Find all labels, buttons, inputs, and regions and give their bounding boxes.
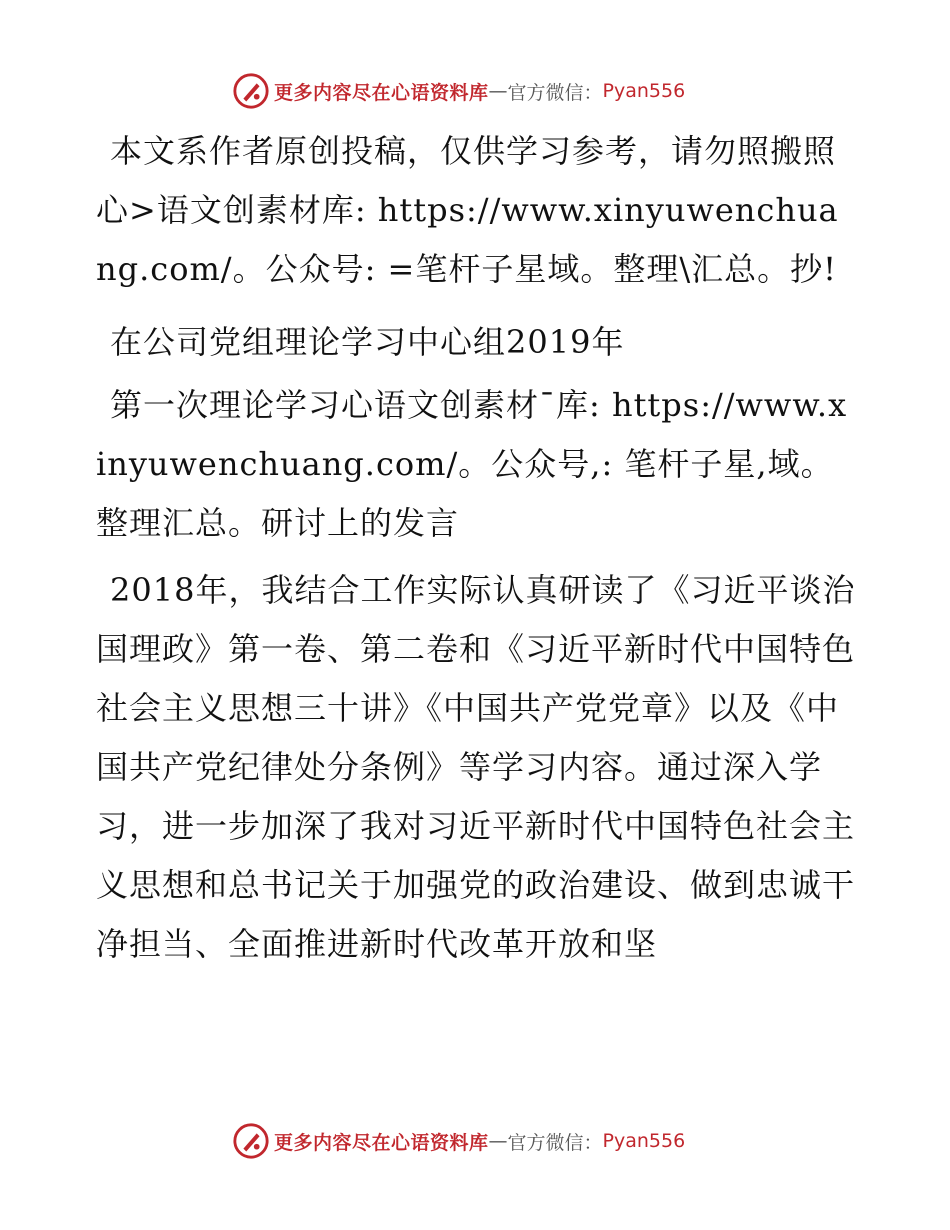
watermark-dash: — — [488, 1130, 508, 1152]
paragraph-title: 在公司党组理论学习中心组2019年 — [110, 323, 625, 361]
watermark-wechat-handle: Pyan556 — [602, 80, 686, 102]
watermark-wechat-handle: Pyan556 — [602, 1130, 686, 1152]
watermark-wechat-label: 官方微信： — [507, 81, 603, 104]
watermark-dash: — — [488, 80, 508, 102]
watermark-wechat-label: 官方微信： — [507, 1131, 603, 1154]
pen-nib-logo-icon — [232, 72, 270, 110]
header-watermark — [232, 71, 752, 111]
paragraph-notice: 本文系作者原创投稿，仅供学习参考，请勿照搬照心>语文创素材库: https://www.xinyuwenchuang.com/。公众号: =笔杆子星域。整理\汇总。抄! — [96, 132, 839, 288]
paragraph-body: 2018年，我结合工作实际认真研读了《习近平谈治国理政》第一卷、第二卷和《习近平新时代中国特色社会主义思想三十讲》《中国共产党党章》以及《中国共产党纪律处分条例》等学习内容。通过深入学习，进一步加深了我对习近平新时代中国特色社会主义思想和总书记关于加强党的政治建设、做到忠诚干净担当、全面推进新时代改革开放和坚 — [96, 571, 856, 963]
watermark-title: 更多内容尽在心语资料库 — [274, 1131, 489, 1154]
document-body — [96, 122, 856, 974]
footer-watermark — [232, 1121, 752, 1161]
paragraph-subtitle: 第一次理论学习心语文创素材¯库: https://www.xinyuwenchuang.com/。公众号,: 笔杆子星,域。整理汇总。研讨上的发言 — [96, 386, 848, 542]
watermark-title: 更多内容尽在心语资料库 — [274, 81, 489, 104]
pen-nib-logo-icon — [232, 1122, 270, 1160]
